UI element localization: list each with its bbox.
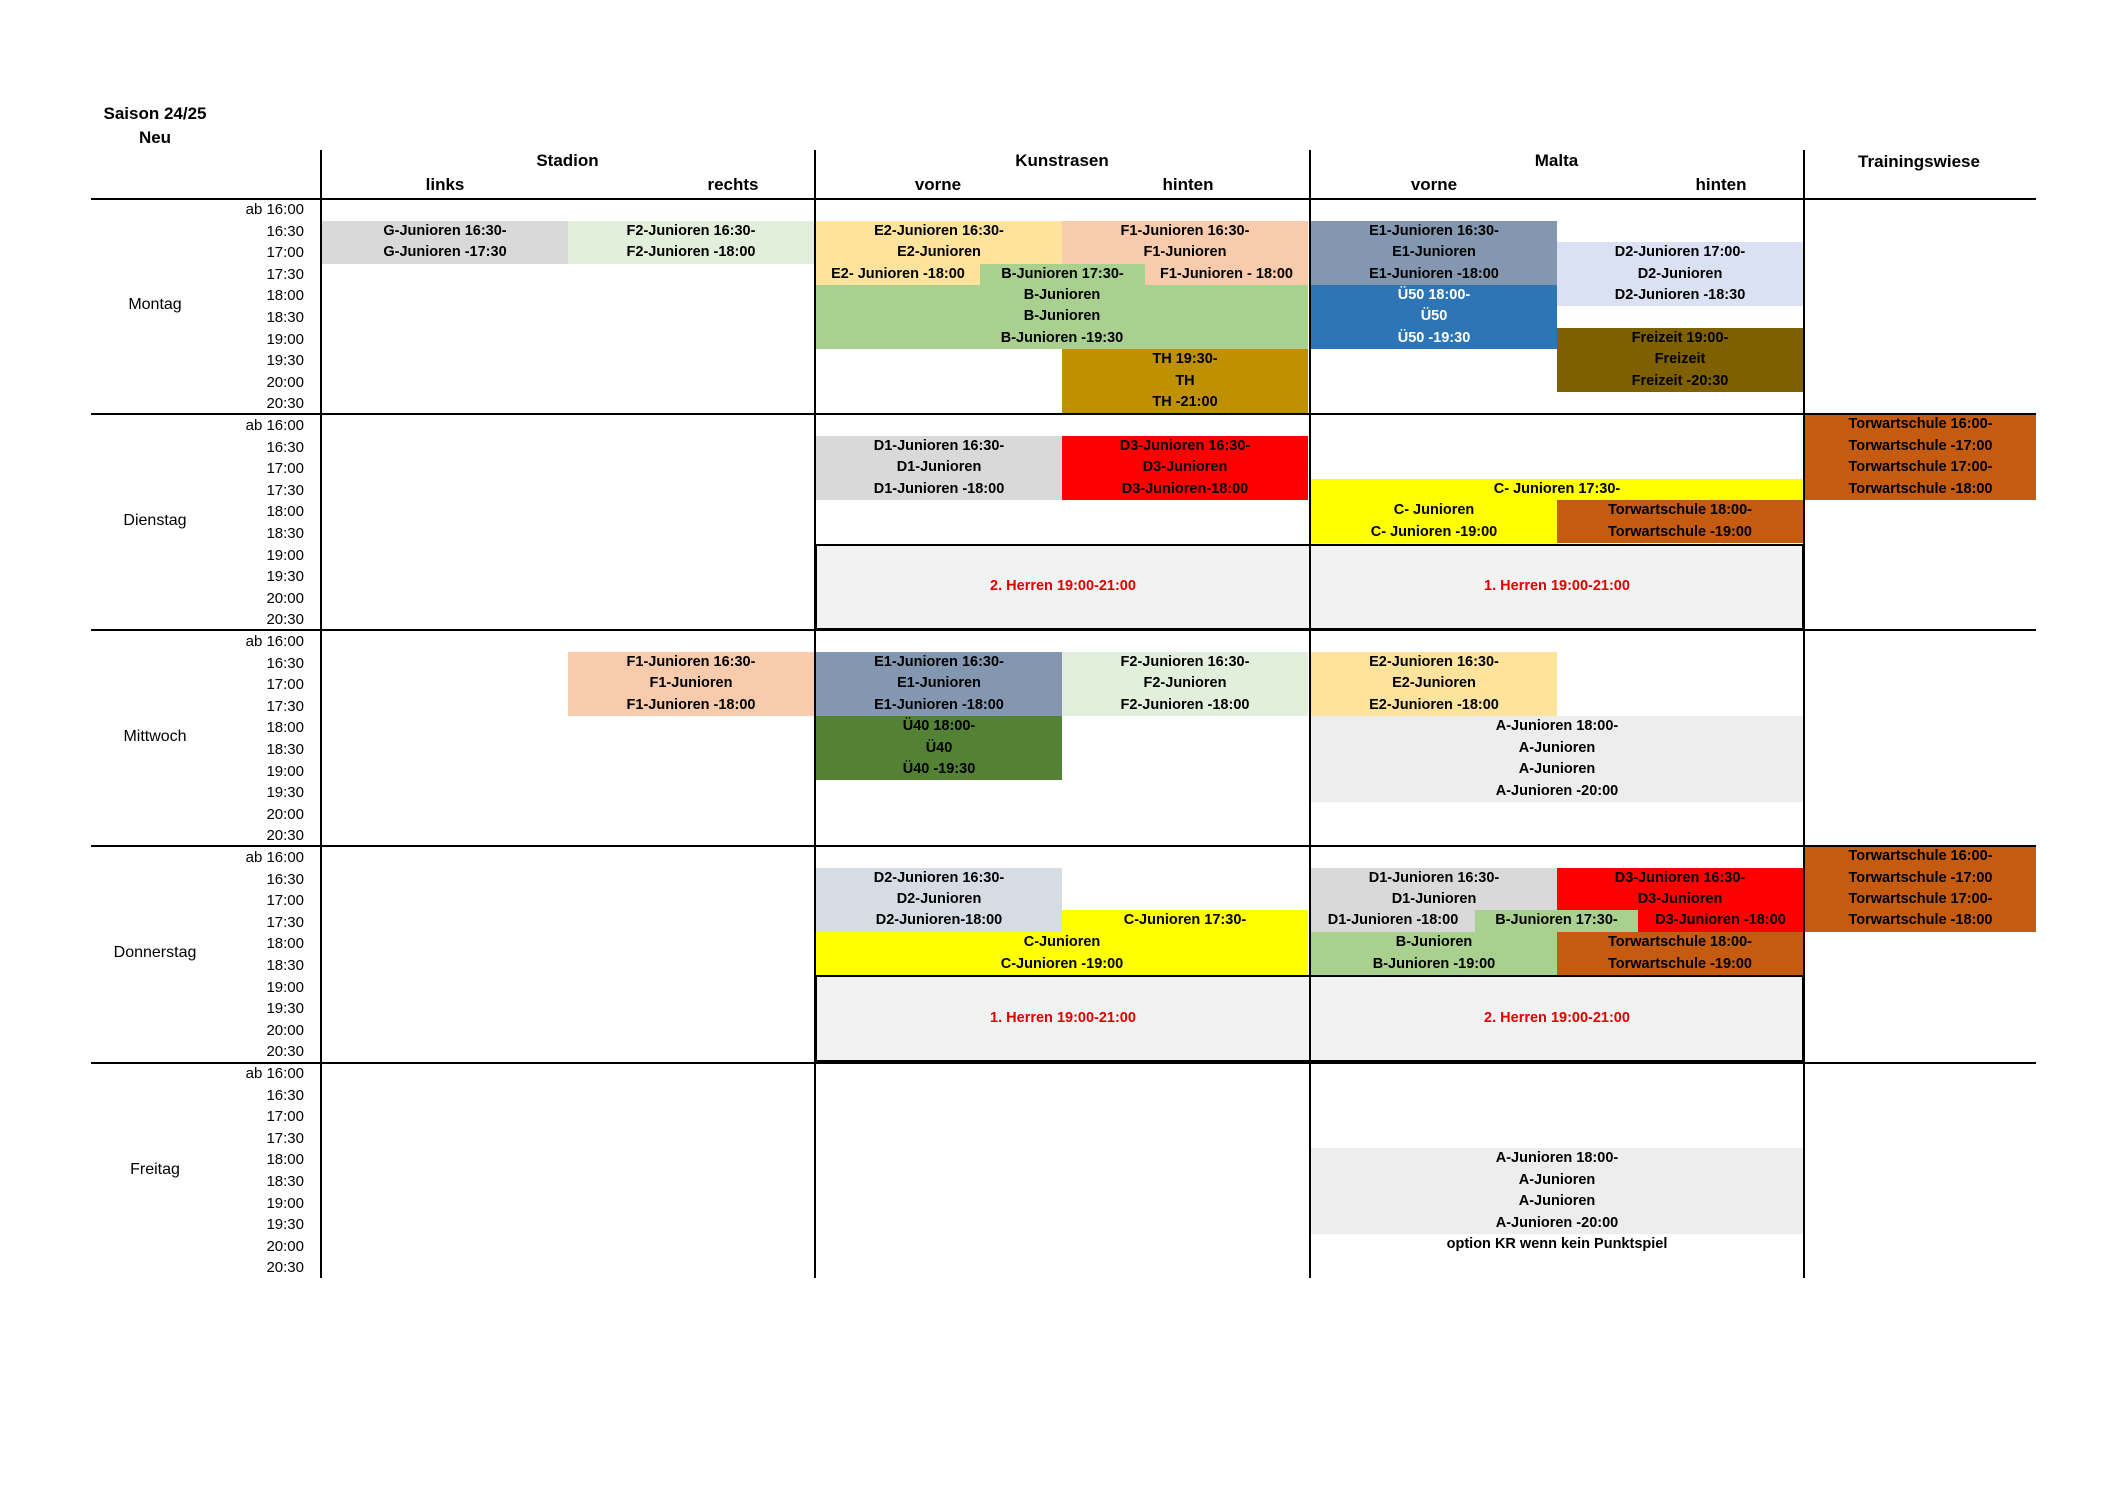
entry-text: D2-Junioren 16:30- — [873, 870, 1005, 886]
time-label: ab 16:00 — [245, 417, 304, 434]
entry-text: A-Junioren — [1518, 761, 1596, 777]
time-label: 16:30 — [266, 1087, 304, 1104]
entry-text: F2-Junioren 16:30- — [1120, 654, 1250, 670]
grid-line-mittwoch — [91, 629, 2036, 631]
entry-text: Torwartschule -18:00 — [1848, 912, 1993, 928]
entry-text: B-Junioren -19:30 — [1000, 330, 1124, 346]
entry-text: F1-Junioren - 18:00 — [1160, 266, 1293, 282]
time-label: 19:30 — [266, 1000, 304, 1017]
grid-line-trainingswiese — [1803, 150, 1805, 1278]
time-label: 17:00 — [266, 676, 304, 693]
time-label: 20:00 — [266, 1238, 304, 1255]
time-label: 20:30 — [266, 611, 304, 628]
entry-text: E2-Junioren -18:00 — [1369, 697, 1499, 713]
time-label: 16:30 — [266, 439, 304, 456]
time-label: 16:30 — [266, 871, 304, 888]
entry-text: D1-Junioren — [896, 459, 982, 475]
subheader-rechts: rechts — [707, 175, 759, 194]
entry-text: B-Junioren -19:00 — [1372, 956, 1496, 972]
entry-text: F2-Junioren -18:00 — [626, 244, 756, 260]
time-label: 19:00 — [266, 547, 304, 564]
entry-text: E2-Junioren — [897, 244, 981, 260]
entry-text: Ü50 -19:30 — [1397, 330, 1471, 346]
time-label: 18:00 — [266, 287, 304, 304]
time-label: 18:00 — [266, 719, 304, 736]
time-label: 19:30 — [266, 352, 304, 369]
entry-text: B-Junioren 17:30- — [1495, 912, 1618, 928]
entry-text: A-Junioren -20:00 — [1495, 783, 1619, 799]
entry-text: C-Junioren 17:30- — [1123, 912, 1247, 928]
time-label: 16:30 — [266, 655, 304, 672]
time-label: 17:30 — [266, 482, 304, 499]
entry-text: C-Junioren -19:00 — [1000, 956, 1124, 972]
entry-text: D3-Junioren -18:00 — [1655, 912, 1786, 928]
time-label: ab 16:00 — [245, 849, 304, 866]
entry-text: A-Junioren — [1518, 1172, 1596, 1188]
header-trainingswiese: Trainingswiese — [1858, 152, 1980, 171]
time-label: 18:30 — [266, 1173, 304, 1190]
entry-text: F1-Junioren 16:30- — [1120, 223, 1250, 239]
time-label: 18:00 — [266, 935, 304, 952]
time-label: 19:30 — [266, 1216, 304, 1233]
grid-line-dienstag — [91, 413, 2036, 415]
entry-text: Torwartschule -19:00 — [1608, 524, 1752, 540]
time-label: 17:30 — [266, 698, 304, 715]
entry-text: E1-Junioren 16:30- — [874, 654, 1004, 670]
entry-text: C- Junioren -19:00 — [1370, 524, 1498, 540]
time-label: 16:30 — [266, 223, 304, 240]
time-label: 20:30 — [266, 827, 304, 844]
entry-text: B-Junioren 17:30- — [1001, 266, 1124, 282]
subheader-hinten-malta: hinten — [1695, 175, 1747, 194]
time-label: 19:00 — [266, 979, 304, 996]
entry-text: D1-Junioren -18:00 — [1327, 912, 1459, 928]
entry-text: A-Junioren 18:00- — [1495, 1150, 1619, 1166]
header-kunstrasen: Kunstrasen — [1015, 151, 1109, 170]
entry-text: F2-Junioren 16:30- — [626, 223, 756, 239]
entry-text: D1-Junioren 16:30- — [1368, 870, 1500, 886]
time-label: ab 16:00 — [245, 633, 304, 650]
entry-text: Torwartschule -18:00 — [1848, 481, 1993, 497]
entry-text: E2-Junioren 16:30- — [1369, 654, 1499, 670]
season-title: Saison 24/25 — [103, 104, 207, 123]
day-label-donnerstag: Donnerstag — [113, 944, 197, 961]
grid-line-freitag — [91, 1062, 2036, 1064]
entry-text: Ü50 — [1420, 308, 1448, 324]
time-label: ab 16:00 — [245, 1065, 304, 1082]
time-label: 18:00 — [266, 503, 304, 520]
entry-text: D2-Junioren -18:30 — [1614, 287, 1746, 303]
day-label-dienstag: Dienstag — [123, 512, 187, 529]
entry-text: F2-Junioren -18:00 — [1120, 697, 1250, 713]
entry-text: TH 19:30- — [1152, 351, 1218, 367]
entry-text: A-Junioren -20:00 — [1495, 1215, 1619, 1231]
entry-text: A-Junioren — [1518, 1193, 1596, 1209]
entry-text: D3-Junioren — [1637, 891, 1723, 907]
entry-text: Ü40 — [925, 740, 953, 756]
time-label: 20:00 — [266, 1022, 304, 1039]
time-label: 17:00 — [266, 1108, 304, 1125]
entry-text: A-Junioren 18:00- — [1495, 718, 1619, 734]
time-label: 17:30 — [266, 266, 304, 283]
subheader-vorne-malta: vorne — [1410, 175, 1458, 194]
entry-text: Torwartschule -17:00 — [1848, 870, 1993, 886]
entry-text: Torwartschule 18:00- — [1608, 502, 1752, 518]
entry-text: TH — [1175, 373, 1195, 389]
entry-text-herren: 1. Herren 19:00-21:00 — [1484, 578, 1630, 594]
time-label: 19:30 — [266, 784, 304, 801]
entry-text: E2-Junioren — [1392, 675, 1476, 691]
entry-text: D2-Junioren — [896, 891, 982, 907]
entry-text: E1-Junioren 16:30- — [1369, 223, 1499, 239]
entry-text-herren: 2. Herren 19:00-21:00 — [1484, 1010, 1630, 1026]
entry-text: Torwartschule -19:00 — [1608, 956, 1752, 972]
time-label: 17:00 — [266, 892, 304, 909]
entry-text: Torwartschule 17:00- — [1848, 891, 1993, 907]
entry-text: Ü40 18:00- — [902, 718, 976, 734]
subheader-links: links — [425, 175, 465, 194]
entry-text: D3-Junioren 16:30- — [1614, 870, 1746, 886]
entry-text: E1-Junioren -18:00 — [874, 697, 1004, 713]
header-stadion: Stadion — [536, 151, 599, 170]
season-subtitle: Neu — [138, 128, 172, 147]
entry-text: G-Junioren 16:30- — [383, 223, 507, 239]
grid-line-stadion — [320, 150, 322, 1278]
time-label: 17:30 — [266, 1130, 304, 1147]
entry-text-herren: 2. Herren 19:00-21:00 — [990, 578, 1136, 594]
entry-text: D2-Junioren — [1637, 266, 1723, 282]
entry-text: D1-Junioren — [1391, 891, 1477, 907]
entry-text: Torwartschule -17:00 — [1848, 438, 1993, 454]
time-label: 18:00 — [266, 1151, 304, 1168]
entry-text: Torwartschule 17:00- — [1848, 459, 1993, 475]
entry-text: C- Junioren 17:30- — [1493, 481, 1621, 497]
time-label: 20:30 — [266, 1043, 304, 1060]
entry-text: Ü50 18:00- — [1397, 287, 1471, 303]
entry-text: D1-Junioren -18:00 — [873, 481, 1005, 497]
entry-text: C- Junioren — [1393, 502, 1475, 518]
time-label: 20:30 — [266, 395, 304, 412]
subheader-vorne-kunstrasen: vorne — [914, 175, 962, 194]
grid-line-header — [91, 198, 2036, 200]
time-label: 20:30 — [266, 1259, 304, 1276]
entry-text: E1-Junioren — [1392, 244, 1476, 260]
day-label-freitag: Freitag — [130, 1161, 180, 1178]
entry-text: B-Junioren — [1023, 308, 1101, 324]
time-label: 20:00 — [266, 806, 304, 823]
entry-text: F1-Junioren 16:30- — [626, 654, 756, 670]
entry-text: D1-Junioren 16:30- — [873, 438, 1005, 454]
entry-text: B-Junioren — [1395, 934, 1473, 950]
entry-text: Freizeit — [1654, 351, 1706, 367]
entry-text: D3-Junioren 16:30- — [1119, 438, 1251, 454]
entry-text: TH -21:00 — [1152, 394, 1218, 410]
entry-text: F1-Junioren -18:00 — [626, 697, 756, 713]
entry-note: option KR wenn kein Punktspiel — [1446, 1236, 1668, 1252]
time-label: 19:30 — [266, 568, 304, 585]
entry-text: G-Junioren -17:30 — [383, 244, 507, 260]
time-label: 19:00 — [266, 331, 304, 348]
grid-line-donnerstag — [91, 845, 2036, 847]
entry-text: D3-Junioren — [1142, 459, 1228, 475]
entry-text: Freizeit 19:00- — [1631, 330, 1729, 346]
entry-text: B-Junioren — [1023, 287, 1101, 303]
entry-text: C-Junioren — [1023, 934, 1101, 950]
time-label: ab 16:00 — [245, 201, 304, 218]
time-label: 20:00 — [266, 590, 304, 607]
entry-text: E1-Junioren — [897, 675, 981, 691]
entry-text: E2- Junioren -18:00 — [831, 266, 965, 282]
entry-text: Torwartschule 16:00- — [1848, 416, 1993, 432]
time-label: 17:30 — [266, 914, 304, 931]
entry-text: D2-Junioren-18:00 — [875, 912, 1003, 928]
time-label: 18:30 — [266, 525, 304, 542]
time-label: 17:00 — [266, 460, 304, 477]
entry-text: A-Junioren — [1518, 740, 1596, 756]
header-malta: Malta — [1534, 151, 1579, 170]
time-label: 18:30 — [266, 741, 304, 758]
time-label: 18:30 — [266, 309, 304, 326]
entry-text: F1-Junioren — [649, 675, 733, 691]
day-label-montag: Montag — [128, 296, 182, 313]
entry-text: Torwartschule 18:00- — [1608, 934, 1752, 950]
subheader-hinten-kunstrasen: hinten — [1162, 175, 1214, 194]
time-label: 20:00 — [266, 374, 304, 391]
entry-text: D3-Junioren-18:00 — [1121, 481, 1249, 497]
day-label-mittwoch: Mittwoch — [123, 728, 187, 745]
time-label: 18:30 — [266, 957, 304, 974]
entry-text: Torwartschule 16:00- — [1848, 848, 1993, 864]
entry-text: F2-Junioren — [1143, 675, 1227, 691]
time-label: 19:00 — [266, 763, 304, 780]
time-label: 19:00 — [266, 1195, 304, 1212]
entry-text: Freizeit -20:30 — [1631, 373, 1729, 389]
time-label: 17:00 — [266, 244, 304, 261]
entry-text: F1-Junioren — [1143, 244, 1227, 260]
entry-text: E2-Junioren 16:30- — [874, 223, 1004, 239]
entry-text: E1-Junioren -18:00 — [1369, 266, 1499, 282]
entry-text-herren: 1. Herren 19:00-21:00 — [990, 1010, 1136, 1026]
entry-text: D2-Junioren 17:00- — [1614, 244, 1746, 260]
entry-text: Ü40 -19:30 — [902, 761, 976, 777]
